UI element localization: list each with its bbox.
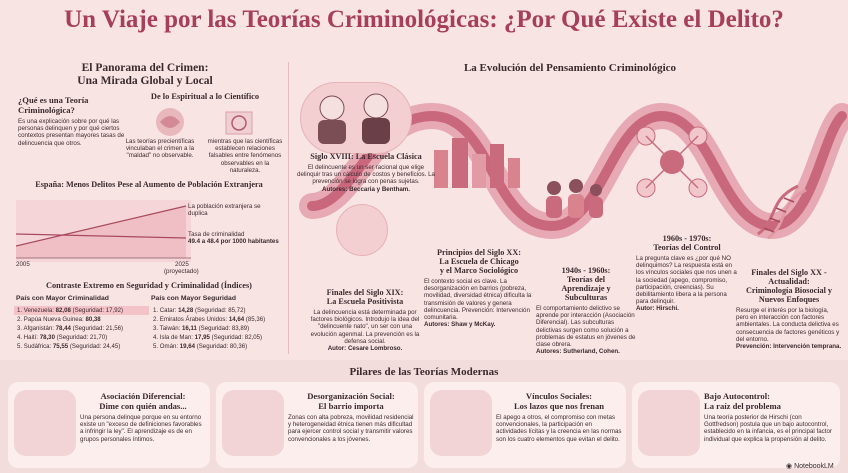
stage-biosocial: Finales del Siglo XX - Actualidad: Criminología Biosocial y Nuevos Enfoques Resurge el interés por la biología, pero en interacción con factores ambientales. La conducta delictiva es consecuencia de factores genéticos y del entorno. Prevención: Intervención temprana. <box>736 268 842 351</box>
low-crime-title: País con Mayor Seguridad <box>151 295 236 302</box>
city-icon <box>430 130 522 190</box>
pillar-card-bonds: Vínculos Sociales: Los lazos que nos frenan El apego a otros, el compromiso con metas convencionales, la participación en actividades lícitas y la creencia en las normas son los cuatro elementos que evitan el delito. <box>424 382 626 468</box>
left-heading: El Panorama del Crimen: Una Mirada Global y Local <box>77 62 213 87</box>
spirit-title: De lo Espiritual a lo Científico <box>150 92 260 101</box>
spain-line1-label: La población extranjera se duplica <box>188 203 261 218</box>
spain-line2-label: Tasa de criminalidad <box>188 231 245 238</box>
list-item: 1. Venezuela: 82,08 (Seguridad: 17,92) <box>14 306 149 315</box>
list-item: 5. Sudáfrica: 75,55 (Seguridad: 24,45) <box>17 343 121 350</box>
spain-title: España: Menos Delitos Pese al Aumento de Población Extranjera <box>35 180 263 189</box>
lombroso-portrait-icon <box>336 204 388 256</box>
list-item: 1. Catar: 14,28 (Seguridad: 85,72) <box>153 307 246 314</box>
pillar-card-selfcontrol: Bajo Autocontrol: La raíz del problema Una teoría posterior de Hirschi (con Gottfredson) postula que un bajo autocontrol, establecido en la infancia, es el principal factor individual que explica la propensión al delito. <box>632 382 840 468</box>
stage-learning: 1940s - 1960s: Teorías del Aprendizaje y Subculturas El comportamiento delictivo se aprende por interacción (Asociación Diferencial). Las subculturas delictivas surgen como solución a problemas de estatus en jóvenes de clase obrera. Autores: Sutherland, Cohen. <box>536 266 636 356</box>
brand-badge: ◉ NotebookLM <box>786 463 834 470</box>
left-panel <box>0 0 288 356</box>
spirit-text-a: Las teorías precientíficas vinculaban el crimen a la "maldad" no observable. <box>125 138 195 160</box>
high-crime-list <box>14 306 149 351</box>
evolution-heading: La Evolución del Pensamiento Criminológico <box>463 62 677 74</box>
low-crime-list <box>150 306 284 351</box>
people-group-icon <box>540 174 606 224</box>
spirit-text-b: mientras que las científicas establecen relaciones falsables entre fenómenos observables en la naturaleza. <box>207 138 283 174</box>
list-item: 3. Taiwán: 16,11 (Seguridad: 83,89) <box>153 325 250 332</box>
pillar-card-association: Asociación Diferencial: Dime con quién andas... Una persona delinque porque en su entorno existe un "exceso de definiciones favorables a infringir la ley". El aprendizaje es de en grupos personales íntimos. <box>8 382 210 468</box>
stage-positivist: Finales del Siglo XIX: La Escuela Positivista La delincuencia está determinada por factores biológicos. Introdujo la idea del "delincuente nato", un ser con una evolución agenmal. La prevención es la defensa social. Autor: Cesare Lombroso. <box>310 288 420 353</box>
network-icon <box>632 122 712 202</box>
list-item: 4. Haití: 78,30 (Seguridad: 21,70) <box>17 334 108 341</box>
spain-chart <box>16 200 191 262</box>
question-text: Es una explicación sobre por qué las personas delinquen y por qué ciertos contextos presentan mayores tasas de delincuencia que otros. <box>18 118 125 147</box>
spain-line2-value: 49.4 a 48.4 por 1000 habitantes <box>188 238 279 245</box>
knot-icon <box>430 390 492 456</box>
year-end: 2025 <box>175 261 189 268</box>
page-title: Un Viaje por las Teorías Criminológicas: ¿Por Qué Existe el Delito? <box>64 6 784 33</box>
pillars-section <box>0 360 848 473</box>
notebook-icon: ◉ <box>786 463 793 470</box>
people-icon <box>14 390 76 456</box>
brain-ghost-illustration <box>140 104 270 140</box>
beccaria-bentham-figures <box>306 86 402 148</box>
pillar-card-disorganization: Desorganización Social: El barrio importa Zonas con alta pobreza, movilidad residencial y heterogeneidad étnica tienen más dificultad para ejercer control social y transmitir valores convencionales a los jóvenes. <box>216 382 418 468</box>
stage-control: 1960s - 1970s: Teorías del Control La pregunta clave es ¿por qué NO delinquimos? La respuesta está en los vínculos sociales que nos unen a la sociedad (apego, compromiso, participación, creencias). Su debilitamiento libera a la persona para delinquir. Autor: Hirschi. <box>636 234 737 313</box>
list-item: 2. Emiratos Árabes Unidos: 14,64 (85,36) <box>153 316 266 323</box>
list-item: 2. Papúa Nueva Guinea: 80,38 <box>17 316 101 323</box>
stage-classical: Siglo XVIII: La Escuela Clásica El delincuente es un ser racional que elige delinquir tras un cálculo de costos y beneficios. La prevención se logra con penas sujetas. Autores: Beccaria y Bentham. <box>297 152 435 193</box>
list-item: 5. Omán: 19,64 (Seguridad: 80,36) <box>153 343 248 350</box>
stage-chicago: Principios del Siglo XX: La Escuela de Chicago y el Marco Sociológico El contexto social es clave. La desorganización en barrios (pobreza, movilidad, diversidad étnica) dificulta la transmisión de valores y genera delincuencia. Prevención: Intervención comunitaria. Autores: Shaw y McKay. <box>424 248 532 329</box>
list-item: 4. Isla de Man: 17,95 (Seguridad: 82,05) <box>153 334 263 341</box>
map-icon <box>222 390 284 456</box>
dna-icon <box>748 180 808 240</box>
brain-icon <box>638 390 700 456</box>
high-crime-title: País con Mayor Criminalidad <box>16 295 109 302</box>
question-title: ¿Qué es una Teoría Criminológica? <box>18 95 89 115</box>
year-end-note: (proyectado) <box>164 268 199 275</box>
contrast-title: Contraste Extremo en Seguridad y Criminalidad (Índices) <box>46 281 252 290</box>
pillars-heading: Pilares de las Teorías Modernas <box>349 366 499 378</box>
list-item: 3. Afganistán: 78,44 (Seguridad: 21,56) <box>17 325 124 332</box>
column-divider <box>288 62 289 354</box>
year-start: 2005 <box>16 261 30 268</box>
